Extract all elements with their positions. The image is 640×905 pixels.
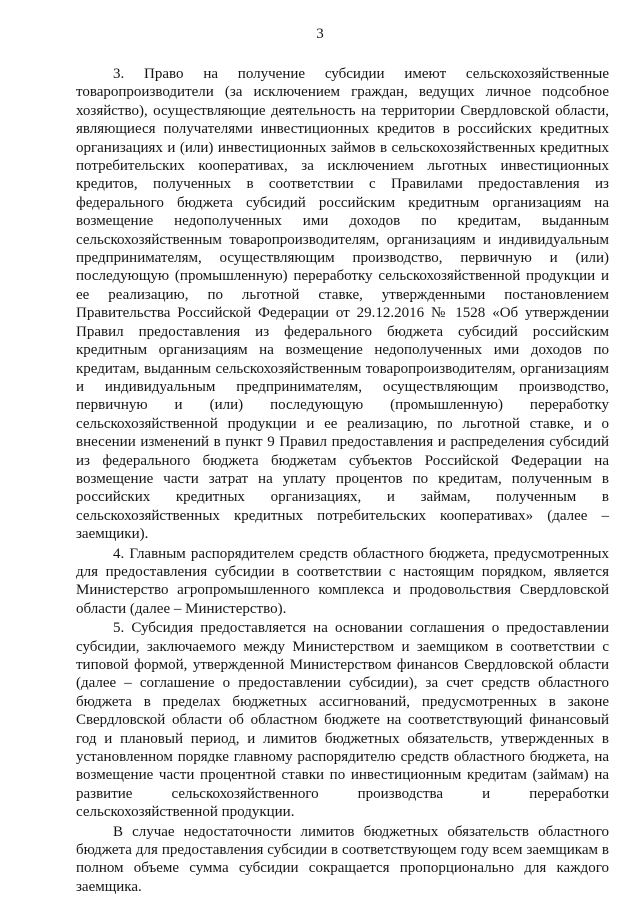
- paragraph-3-eligibility: 3. Право на получение субсидии имеют сельскохозяйственные товаропроизводители (за исключением граждан, ведущих личное подсобное хозяйство), осуществляющие деятельность на территории Свердловской области, являющиеся получателями инвестиционных кредитов в российских кредитных организациях и (или) инвестиционных займов в сельскохозяйственных кредитных потребительских кооперативах, за исключением льготных инвестиционных кредитов, полученных в соответствии с Правилами предоставления из федерального бюджета субсидий российским кредитным организациям на возмещение недополученных ими доходов по кредитам, выданным сельскохозяйственным товаропроизводителям, организациям и индивидуальным предпринимателям, осуществляющим производство, первичную и (или) последующую (промышленную) переработку сельскохозяйственной продукции и ее реализацию, по льготной ставке, утвержденными постановлением Правительства Российской Федерации от 29.12.2016 № 1528 «Об утверждении Правил предоставления из федерального бюджета субсидий российским кредитным организациям на возмещение недополученных ими доходов по кредитам, выданным сельскохозяйственным товаропроизводителям, организациям и индивидуальным предпринимателям, осуществляющим производство, первичную и (или) последующую (промышленную) переработку сельскохозяйственной продукции и ее реализацию, по льготной ставке, и о внесении изменений в пункт 9 Правил предоставления и распределения субсидий из федерального бюджета бюджетам субъектов Российской Федерации на возмещение части затрат на уплату процентов по кредитам, полученным в российских кредитных организациях, и займам, полученным в сельскохозяйственных кредитных потребительских кооперативах» (далее – заемщики).: [76, 66, 609, 543]
- paragraph-insufficient-limits: В случае недостаточности лимитов бюджетных обязательств областного бюджета для предоставления субсидии в соответствующем году всем заемщикам в полном объеме сумма субсидии сокращается пропорционально для каждого заемщика.: [76, 823, 609, 895]
- paragraph-4-chief-administrator: 4. Главным распорядителем средств областного бюджета, предусмотренных для предоставления субсидии в соответствии с настоящим порядком, является Министерство агропромышленного комплекса и продовольствия Свердловской области (далее – Министерство).: [76, 545, 609, 617]
- page-number: 3: [316, 26, 324, 42]
- paragraph-5-agreement: 5. Субсидия предоставляется на основании соглашения о предоставлении субсидии, заключаемого между Министерством и заемщиком в соответствии с типовой формой, утвержденной Министерством финансов Свердловской области (далее – соглашение о предоставлении субсидии), за счет средств областного бюджета в пределах бюджетных ассигнований, предусмотренных в законе Свердловской области об областном бюджете на соответствующий финансовый год и плановый период, и лимитов бюджетных обязательств, утвержденных в установленном порядке главному распорядителю средств областного бюджета, на возмещение части процентной ставки по инвестиционным кредитам (займам) на развитие сельскохозяйственного производства и переработки сельскохозяйственной продукции.: [76, 620, 609, 821]
- document-body: [76, 65, 609, 896]
